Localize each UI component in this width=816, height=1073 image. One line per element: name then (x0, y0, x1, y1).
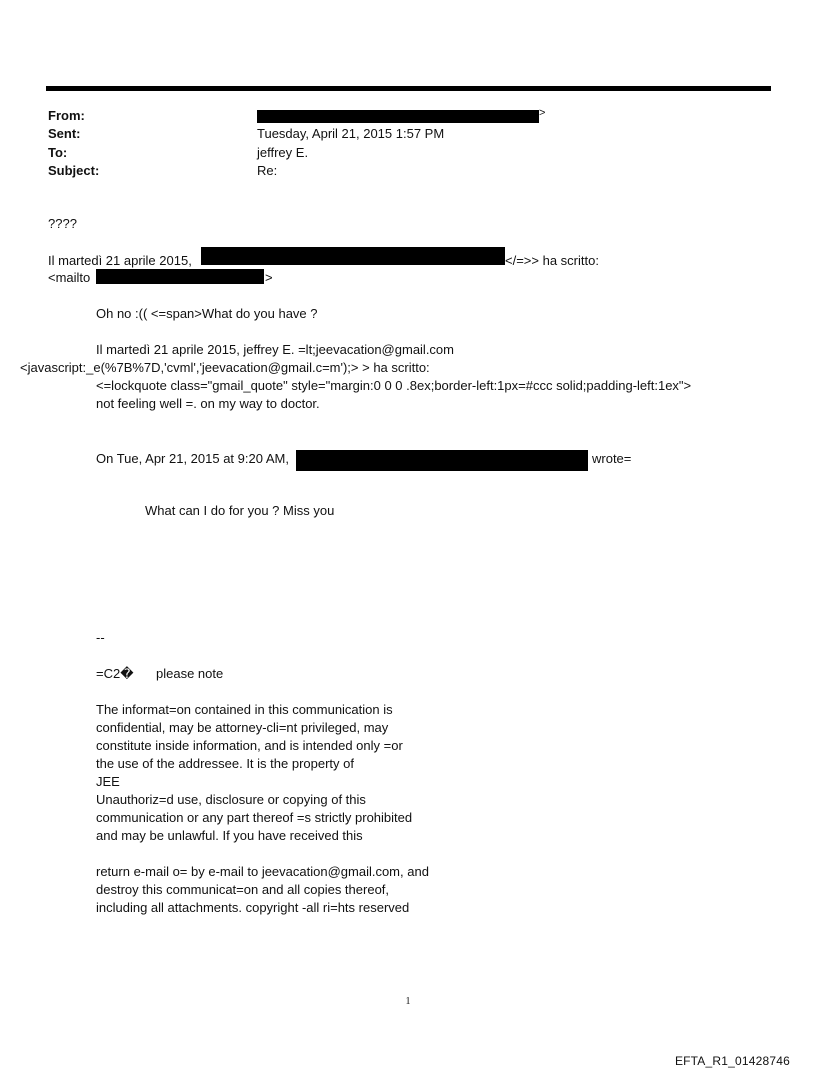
to-label: To: (48, 145, 68, 160)
subject-label: Subject: (48, 163, 100, 178)
bates-number: EFTA_R1_01428746 (674, 1054, 790, 1068)
disclaimer-line: communication or any part thereof =s strictly prohibited (96, 810, 413, 825)
redacted-sender (257, 110, 539, 123)
oh-no-line: Oh no :(( <=span>What do you have ? (96, 306, 318, 321)
disclaimer-line: The informat=on contained in this communication is (96, 702, 393, 717)
from-label: From: (48, 108, 85, 123)
disclaimer-line: Unauthoriz=d use, disclosure or copying of this (96, 792, 366, 807)
quote2-line3: <=lockquote class="gmail_quote" style="margin:0 0 0 .8ex;border-left:1px=#ccc solid;padding-left:1ex"> (96, 378, 692, 393)
disclaimer-line: including all attachments. copyright -all ri=hts reserved (96, 900, 410, 915)
disclaimer-line: and may be unlawful. If you have received this (96, 828, 363, 843)
sent-label: Sent: (48, 126, 81, 141)
quote2-line1: Il martedì 21 aprile 2015, jeffrey E. =lt;jeevacation@gmail.com (96, 342, 454, 357)
to-value: jeffrey E. (257, 145, 309, 160)
page-number: 1 (405, 996, 411, 1007)
redacted-name-1 (201, 247, 505, 265)
from-tail: > (539, 107, 546, 119)
please-note: please note (156, 666, 224, 681)
disclaimer-line: constitute inside information, and is intended only =or (96, 738, 403, 753)
disclaimer-line: destroy this communicat=on and all copies thereof, (96, 882, 390, 897)
mailto-b: > (265, 270, 273, 285)
disclaimer-line: the use of the addressee. It is the property of (96, 756, 354, 771)
greeting: ???? (48, 216, 77, 231)
signature-dashes: -- (96, 630, 105, 645)
redacted-name-2 (296, 450, 588, 471)
header-rule (46, 86, 771, 91)
c2-marker: =C2� (96, 666, 134, 681)
wrote: wrote= (592, 451, 632, 466)
reply-intro-b: </=>> ha scritto: (505, 253, 599, 268)
redacted-mailto (96, 269, 264, 284)
disclaimer-line: return e-mail o= by e-mail to jeevacation@gmail.com, and (96, 864, 429, 879)
subject-value: Re: (257, 163, 278, 178)
quote2-line4: not feeling well =. on my way to doctor. (96, 396, 320, 411)
sent-value: Tuesday, April 21, 2015 1:57 PM (257, 126, 445, 141)
reply-intro-a: Il martedì 21 aprile 2015, (48, 253, 192, 268)
on-tue-line: On Tue, Apr 21, 2015 at 9:20 AM, (96, 451, 289, 466)
disclaimer-line: confidential, may be attorney-cli=nt privileged, may (96, 720, 389, 735)
mailto-a: <mailto (48, 270, 91, 285)
quote2-line2: <javascript:_e(%7B%7D,'cvml','jeevacation@gmail.c=m');> > ha scritto: (20, 360, 430, 375)
disclaimer-line: JEE (96, 774, 120, 789)
what-can-line: What can I do for you ? Miss you (145, 503, 335, 518)
